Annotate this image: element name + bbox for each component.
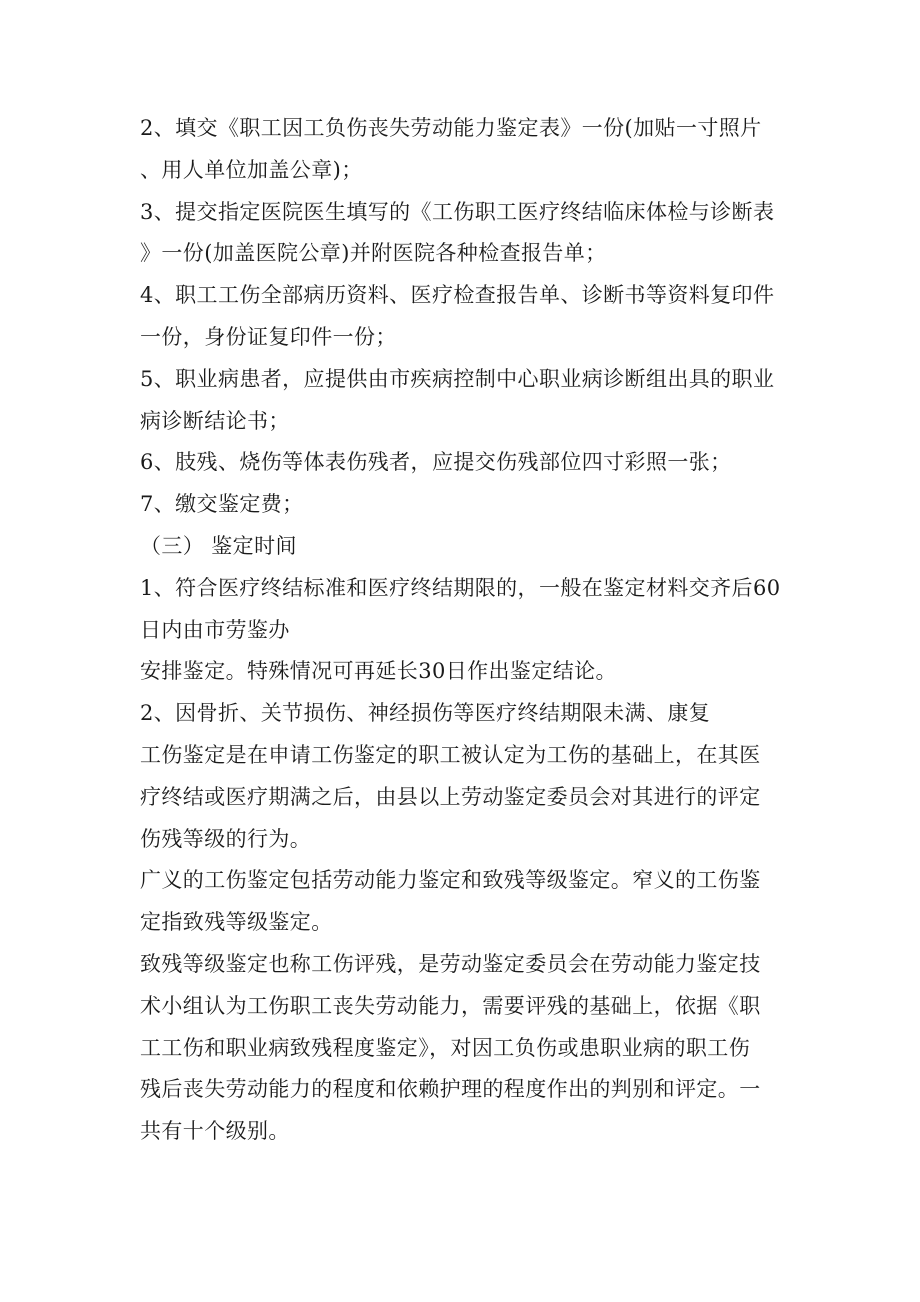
- text-line: 广义的工伤鉴定包括劳动能力鉴定和致残等级鉴定。窄义的工伤鉴: [140, 868, 761, 893]
- text-line: 残后丧失劳动能力的程度和依赖护理的程度作出的判别和评定。一: [140, 1077, 761, 1102]
- text-line: 》一份(加盖医院公章)并附医院各种检查报告单；: [140, 241, 607, 266]
- text-line: 2、因骨折、关节损伤、神经损伤等医疗终结期限未满、康复: [140, 701, 711, 726]
- text-line: 疗终结或医疗期满之后，由县以上劳动鉴定委员会对其进行的评定: [140, 784, 761, 809]
- text-line: 3、提交指定医院医生填写的《工伤职工医疗终结临床体检与诊断表: [140, 199, 775, 224]
- text-line: 、用人单位加盖公章)；: [140, 157, 363, 182]
- text-line: 日内由市劳鉴办: [140, 617, 290, 642]
- text-line: 安排鉴定。特殊情况可再延长30日作出鉴定结论。: [140, 659, 617, 684]
- text-line: 2、填交《职工因工负伤丧失劳动能力鉴定表》一份(加贴一寸照片: [140, 116, 762, 140]
- text-line: 工伤鉴定是在申请工伤鉴定的职工被认定为工伤的基础上，在其医: [140, 742, 761, 767]
- document-body: [140, 108, 790, 1153]
- text-line: 1、符合医疗终结标准和医疗终结期限的，一般在鉴定材料交齐后60: [140, 575, 781, 600]
- text-line: 共有十个级别。: [140, 1119, 290, 1144]
- text-line: 定指致残等级鉴定。: [140, 910, 333, 935]
- text-line: 术小组认为工伤职工丧失劳动能力，需要评残的基础上，依据《职: [140, 993, 761, 1018]
- text-line: 致残等级鉴定也称工伤评残，是劳动鉴定委员会在劳动能力鉴定技: [140, 951, 761, 976]
- text-line: 7、缴交鉴定费；: [140, 492, 304, 517]
- text-line: 4、职工工伤全部病历资料、医疗检查报告单、诊断书等资料复印件: [140, 283, 775, 308]
- text-line: 5、职业病患者，应提供由市疾病控制中心职业病诊断组出具的职业: [140, 366, 775, 391]
- section-heading: （三） 鉴定时间: [140, 533, 297, 558]
- text-line: 病诊断结论书；: [140, 408, 290, 433]
- text-line: 一份，身份证复印件一份；: [140, 324, 397, 349]
- text-line: 6、肢残、烧伤等体表伤残者，应提交伤残部位四寸彩照一张；: [140, 450, 732, 475]
- text-line: 工工伤和职业病致残程度鉴定》，对因工负伤或患职业病的职工伤: [140, 1035, 751, 1060]
- text-line: 伤残等级的行为。: [140, 826, 312, 851]
